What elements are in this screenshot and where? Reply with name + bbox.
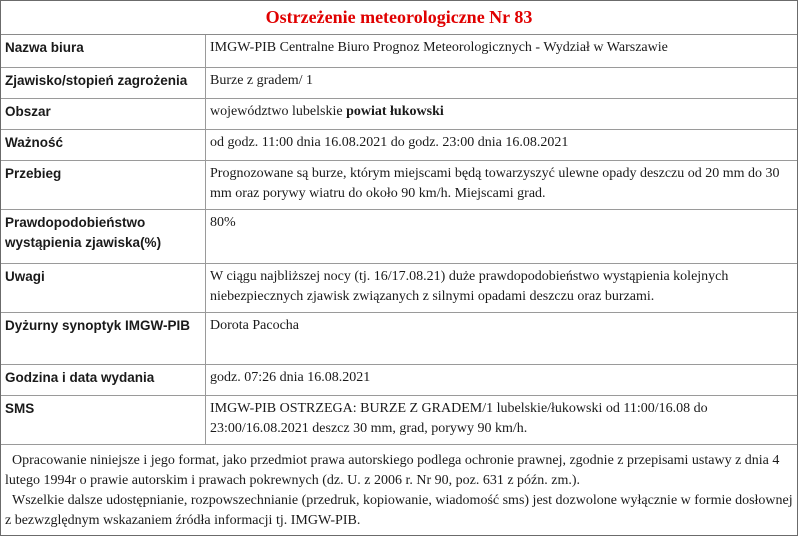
- row-value: Dorota Pacocha: [210, 318, 300, 333]
- row-label: Prawdopodobieństwo wystąpienia zjawiska(%): [1, 210, 206, 263]
- row-probability: [1, 210, 797, 264]
- copyright-notice: Opracowanie niniejsze i jego format, jako przedmiot prawa autorskiego podlega ochronie prawnej, zgodnie z przepisami ustawy z dnia 4 lutego 1994r o prawie autorskim i prawach pokrewnych (dz. U. z 2006 r. Nr 90, poz. 631 z późn. zm.).: [5, 453, 780, 488]
- row-label: Nazwa biura: [1, 35, 206, 67]
- row-label: Obszar: [1, 99, 206, 129]
- row-value: W ciągu najbliższej nocy (tj. 16/17.08.21) duże prawdopodobieństwo wystąpienia kolejnych niebezpiecznych zjawisk związanych z silnymi opadami deszczu oraz burzami.: [210, 269, 729, 304]
- row-validity: [1, 130, 797, 161]
- row-value: Prognozowane są burze, którym miejscami będą towarzyszyć ulewne opady deszczu od 20 mm do 30 mm oraz porywy wiatru do około 90 km/h. Miejscami grad.: [210, 166, 780, 201]
- row-label: Przebieg: [1, 161, 206, 209]
- row-forecaster: [1, 313, 797, 365]
- row-value: Burze z gradem/ 1: [210, 73, 314, 88]
- row-phenomenon: [1, 68, 797, 99]
- row-label: Ważność: [1, 130, 206, 160]
- row-label: Godzina i data wydania: [1, 365, 206, 395]
- area-region: województwo lubelskie: [210, 104, 343, 119]
- row-value: 80%: [210, 215, 236, 230]
- row-label: Zjawisko/stopień zagrożenia: [1, 68, 206, 98]
- row-value: od godz. 11:00 dnia 16.08.2021 do godz. 23:00 dnia 16.08.2021: [210, 135, 569, 150]
- row-label: Dyżurny synoptyk IMGW-PIB: [1, 313, 206, 364]
- row-label: SMS: [1, 396, 206, 444]
- row-course: [1, 161, 797, 210]
- row-issued: [1, 365, 797, 396]
- row-sms: [1, 396, 797, 445]
- row-value: IMGW-PIB Centralne Biuro Prognoz Meteorologicznych - Wydział w Warszawie: [210, 40, 668, 55]
- legal-footer: [1, 445, 797, 531]
- distribution-notice: Wszelkie dalsze udostępnianie, rozpowszechnianie (przedruk, kopiowanie, wiadomość sms) jest dozwolone wyłącznie w formie dosłownej z bezwzględnym wskazaniem źródła informacji tj. IMGW-PIB.: [5, 493, 793, 528]
- row-area: [1, 99, 797, 130]
- row-remarks: [1, 264, 797, 313]
- row-value: [206, 99, 797, 129]
- row-label: Uwagi: [1, 264, 206, 312]
- warning-title: Ostrzeżenie meteorologiczne Nr 83: [1, 1, 797, 35]
- area-county: powiat łukowski: [346, 104, 444, 119]
- row-value: godz. 07:26 dnia 16.08.2021: [210, 370, 371, 385]
- row-value: IMGW-PIB OSTRZEGA: BURZE Z GRADEM/1 lubelskie/łukowski od 11:00/16.08 do 23:00/16.08.2021 deszcz 30 mm, grad, porywy 90 km/h.: [210, 401, 708, 436]
- row-office: [1, 35, 797, 68]
